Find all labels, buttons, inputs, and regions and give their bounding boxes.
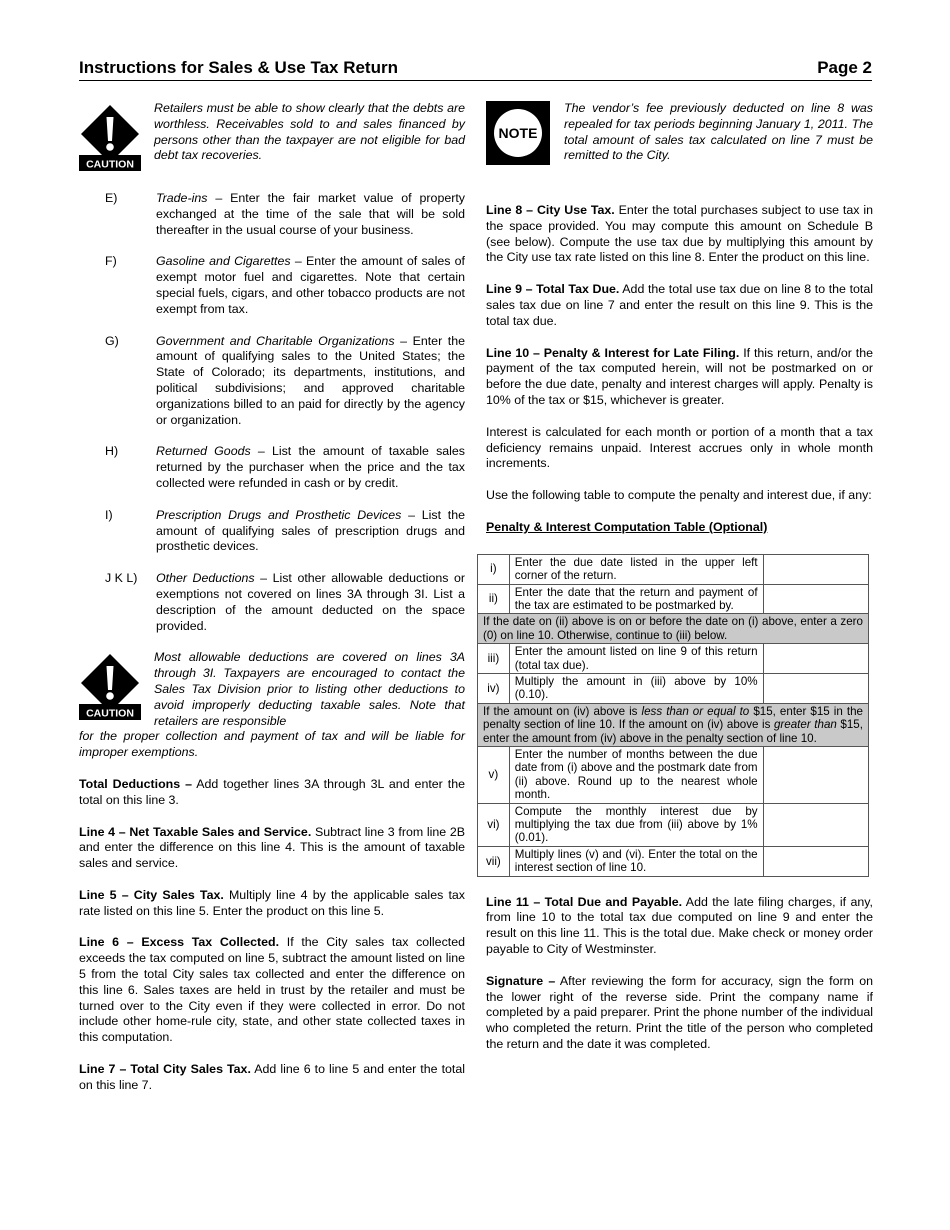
paragraph-line-7: Line 7 – Total City Sales Tax. Add line 6 to line 5 and enter the total on this line 7. <box>79 1062 465 1092</box>
item-label: I) <box>105 507 113 522</box>
document-title: Instructions for Sales & Use Tax Return <box>79 58 398 77</box>
table-instruction-row <box>478 614 869 644</box>
item-title: Gasoline and Cigarettes <box>156 254 291 269</box>
row-number: ii) <box>478 584 510 614</box>
item-label: E) <box>105 191 118 205</box>
paragraph-line-5: Line 5 – City Sales Tax. Multiply line 4 by the applicable sales tax rate listed on this line 5. Enter the product on this line 5. <box>79 887 465 918</box>
note-label: NOTE <box>498 125 538 141</box>
right-column <box>483 101 873 1069</box>
caution-icon <box>79 103 141 171</box>
caution-note-deductions <box>79 650 465 729</box>
instruction-text: If the amount on (iv) above is less than or equal to $15, enter $15 in the penalty section of line 10. If the amount on (iv) above is greater than $15, enter the amount from (iv) above in the penalty section of line 10. <box>478 703 869 746</box>
row-value-cell[interactable] <box>763 554 868 584</box>
paragraph-line-6: Line 6 – Excess Tax Collected. If the City sales tax collected exceeds the tax computed on line 5, subtract the amount listed on line 5 from the total City sales tax collected and enter the difference on this line 6. Sales taxes are held in trust by the retailer and must be turned over to the City even if they were collected in error. Do not include other home-rule city, state, and other state collected taxes in this computation. <box>79 935 465 1045</box>
row-description: Enter the number of months between the due date from (i) above and the postmark date from (ii) above. Round up to the nearest whole month. <box>509 747 763 804</box>
note-text: The vendor’s fee previously deducted on line 8 was repealed for tax periods beginning January 1, 2011. The total amount of sales tax calculated on line 7 must be remitted to the City. <box>564 101 873 163</box>
row-number: vii) <box>478 846 510 876</box>
table-row <box>478 674 869 704</box>
row-description: Compute the monthly interest due by multiplying the tax due from (iii) above by 1% (0.01). <box>509 803 763 846</box>
item-text: – Enter the amount of qualifying sales to the United States; the State of Colorado; its departments, institutions, and political subdivisions; and approved charitable organizations billed to an paid for directly by the agency or organization. <box>156 333 466 427</box>
caution-text-continued: for the proper collection and payment of tax and will be liable for improper exemptions. <box>79 729 465 760</box>
row-description: Enter the date that the return and payment of the tax are estimated to be postmarked by. <box>509 584 763 614</box>
caution-label: CAUTION <box>86 158 134 171</box>
item-text: – Enter the fair market value of property exchanged at the time of the sale that will be sold thereafter in the usual course of your business. <box>156 191 465 237</box>
caution-note-bad-debt <box>79 101 465 173</box>
note-icon <box>486 101 550 165</box>
row-number: vi) <box>478 803 510 846</box>
row-description: Enter the amount listed on line 9 of this return (total tax due). <box>509 644 763 674</box>
item-title: Other Deductions <box>156 571 255 586</box>
row-number: iv) <box>478 674 510 704</box>
list-item <box>79 334 465 429</box>
caution-text: Retailers must be able to show clearly that the debts are worthless. Receivables sold to and sales financed by persons other than the taxpayer are not eligible for bad debt tax recoveries. <box>154 101 465 163</box>
item-text: – Enter the amount of sales of exempt motor fuel and cigarettes. Note that certain special fuels, cigars, and other tobacco products are not exempt from tax. <box>156 254 465 316</box>
paragraph-line-10: Line 10 – Penalty & Interest for Late Filing. If this return, and/or the payment of the tax computed herein, will not be postmarked on or before the due date, penalty and interest charges will apply. Penalty is 10% of the tax or $15, whichever is greater. <box>486 345 873 407</box>
list-item <box>79 444 465 491</box>
item-title: Government and Charitable Organizations <box>156 333 395 348</box>
item-label: J K L) <box>105 571 138 586</box>
item-text: – List the amount of taxable sales returned by the purchaser when the price and the tax collected were refunded in cash or by credit. <box>156 444 466 490</box>
row-number: iii) <box>478 644 510 674</box>
table-row <box>478 747 869 804</box>
list-item <box>79 571 465 634</box>
row-number: i) <box>478 554 510 584</box>
paragraph-line-4: Line 4 – Net Taxable Sales and Service. Subtract line 3 from line 2B and enter the difference on this line 4. This is the amount of taxable sales and service. <box>79 824 465 871</box>
paragraph-use-table: Use the following table to compute the penalty and interest due, if any: <box>486 488 872 503</box>
penalty-interest-table <box>477 554 869 877</box>
table-row <box>478 584 869 614</box>
table-row <box>478 803 869 846</box>
row-value-cell[interactable] <box>763 846 868 876</box>
row-description: Enter the due date listed in the upper left corner of the return. <box>509 554 763 584</box>
paragraph-signature: Signature – After reviewing the form for accuracy, sign the form on the lower right of the reverse side. Print the company name if completed by a paid preparer. Print the phone number of the individual who completed the return. Print the title of the person who completed the return and the date it was completed. <box>486 973 873 1052</box>
row-value-cell[interactable] <box>763 584 868 614</box>
row-value-cell[interactable] <box>763 674 868 704</box>
caution-text: Most allowable deductions are covered on lines 3A through 3I. Taxpayers are encouraged to contact the Sales Tax Division prior to listing other deductions to avoid improperly deducting taxable sales. Note that retailers are responsible <box>154 650 465 728</box>
row-value-cell[interactable] <box>763 803 868 846</box>
item-label: H) <box>105 444 119 459</box>
paragraph-line-11: Line 11 – Total Due and Payable. Add the late filing charges, if any, from line 10 to the total tax due computed on line 9 and enter the result on this line 11. This is the total due. Make check or money order payable to City of Westminster. <box>486 894 873 957</box>
item-label: F) <box>105 254 117 269</box>
item-text: – List the amount of qualifying sales of prescription drugs and prosthetic devices. <box>156 507 465 554</box>
left-column <box>79 101 465 1110</box>
paragraph-interest: Interest is calculated for each month or portion of a month that a tax deficiency remains unpaid. Interest accrues only in whole month increments. <box>486 424 873 471</box>
caution-label: CAUTION <box>86 707 134 720</box>
paragraph-line-8: Line 8 – City Use Tax. Enter the total purchases subject to use tax in the space provided. You may compute this amount on Schedule B (see below). Compute the use tax due by multiplying this amount by the City use tax rate listed on this line 8. Enter the product on this line. <box>486 203 873 265</box>
page-number: Page 2 <box>817 58 872 77</box>
row-description: Multiply the amount in (iii) above by 10% (0.10). <box>509 674 763 704</box>
paragraph-line-9: Line 9 – Total Tax Due. Add the total use tax due on line 8 to the total sales tax due on line 7 and enter the result on this line 9. This is the total tax due. <box>486 282 873 328</box>
table-row <box>478 846 869 876</box>
item-title: Trade-ins <box>156 191 208 205</box>
list-item <box>79 508 465 555</box>
item-label: G) <box>105 333 119 348</box>
paragraph-total-deductions: Total Deductions – Add together lines 3A through 3L and enter the total on this line 3. <box>79 776 465 807</box>
instruction-text: If the date on (ii) above is on or before the date on (i) above, enter a zero (0) on line 10. Otherwise, continue to (iii) below. <box>478 614 869 644</box>
item-text: – List other allowable deductions or exemptions not covered on lines 3A through 3I. List a description of the amount deducted on the space provided. <box>156 571 466 633</box>
page-header <box>79 58 872 81</box>
row-description: Multiply lines (v) and (vi). Enter the total on the interest section of line 10. <box>509 846 763 876</box>
table-row <box>478 554 869 584</box>
item-title: Returned Goods <box>156 444 251 459</box>
row-number: v) <box>478 747 510 804</box>
caution-icon <box>79 652 141 720</box>
table-row <box>478 644 869 674</box>
item-title: Prescription Drugs and Prosthetic Devices <box>156 507 402 522</box>
row-value-cell[interactable] <box>763 644 868 674</box>
list-item <box>79 254 465 317</box>
note-vendor-fee <box>486 101 873 173</box>
list-item <box>79 191 465 238</box>
table-title: Penalty & Interest Computation Table (Optional) <box>486 519 768 534</box>
table-instruction-row <box>478 703 869 746</box>
row-value-cell[interactable] <box>763 747 868 804</box>
